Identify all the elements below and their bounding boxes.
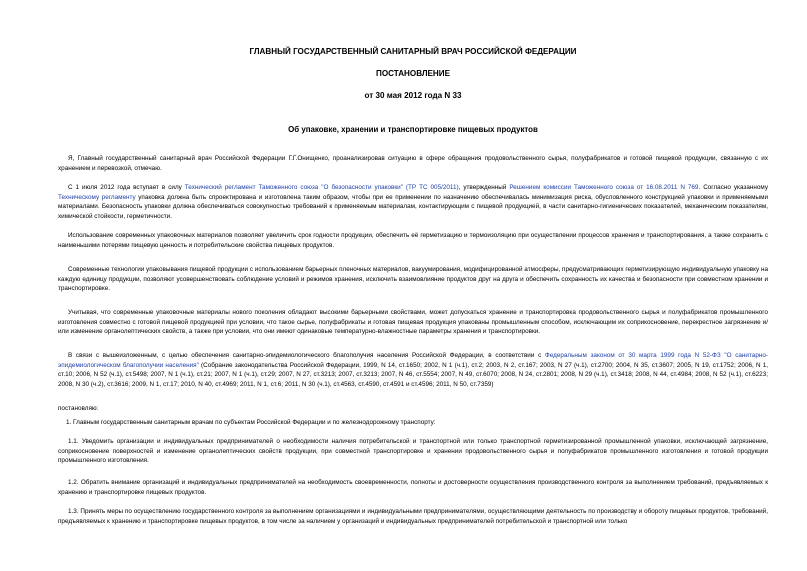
link-tech-regulation-short[interactable]: Техническому регламенту [58, 193, 136, 201]
paragraph-materials: Использование современных упаковочных материалов позволяет увеличить срок годности продукции, обеспечить её герметизацию и термоизоляцию при осуществлении процессов хранения и транспортирования, а также сохранить с наименьшими потерями пищевую ценность и потребительские свойства пищевых продуктов. [58, 232, 768, 249]
item-1-2: 1.2. Обратить внимание организаций и индивидуальных предпринимателей на необходимость своевременности, полноты и достоверности осуществления производственного контроля за выполнением требований, предъявляемых к хранению и транспортировке пищевых продуктов. [58, 479, 768, 496]
text-span: упаковка должна быть спроектирована и изготовлена таким образом, чтобы при ее применении по назначению обеспечивалась минимизация риска, обусловленного конструкцией упаковки и применяемыми материалами. Безопасность упаковки должна обеспечиваться совокупностью требований к применяемым материалам, контактирующим с пищевой продукцией, в части санитарно-гигиенических показателей, механическим показателям, химической стойкости, герметичности. [58, 193, 768, 220]
document-type-heading: ПОСТАНОВЛЕНИЕ [376, 69, 450, 78]
text-span: , утвержденный [458, 184, 510, 191]
paragraph-technologies: Современные технологии упаковывания пищевой продукции с использованием барьерных пленочных материалов, вакуумирования, модифицированной атмосферы, предусматривающих герметизирующую индивидуальную упаковку на каждую единицу продукции, позволяют усовершенствовать соблюдение условий и режимов хранения, исключить взаимовлияние продуктов друг на друга и обеспечить сохранность их качества и безопасности при совместном хранении и транспортировке. [58, 266, 768, 293]
issuer-heading: ГЛАВНЫЙ ГОСУДАРСТВЕННЫЙ САНИТАРНЫЙ ВРАЧ РОССИЙСКОЙ ФЕДЕРАЦИИ [249, 47, 577, 56]
paragraph-considering: Учитывая, что современные упаковочные материалы нового поколения обладают высокими барьерными свойствами, может допускаться хранение и транспортировка продовольственного сырья и полуфабрикатов промышленного изготовления совместно с готовой пищевой продукцией при условии, что такое сырье, полуфабрикаты и готовая пищевая продукция упакованы промышленным способом, исключающим их соприкосновение, перекрестное загрязнение и/или изменение органолептических свойств, а также при условии, что они имеют одинаковые температурно-влажностные параметры хранения и транспортировки. [58, 309, 768, 336]
link-tech-regulation[interactable]: Технический регламент Таможенного союза "О безопасности упаковки" (ТР ТС 005/2011) [184, 184, 459, 191]
paragraph-resolve: постановляю: [58, 405, 99, 412]
text-span: . Согласно указанному [698, 184, 768, 191]
paragraph-regulation [58, 183, 768, 221]
link-commission-decision[interactable]: Решением комиссии Таможенного союза от 16.08.2011 N 769 [509, 184, 699, 191]
document-date: от 30 мая 2012 года N 33 [364, 91, 462, 100]
item-1-1: 1.1. Уведомить организации и индивидуальных предпринимателей о необходимости наличия потребительской и транспортной или только транспортной герметизированной промышленной упаковки, исключающей загрязнение, соприкосновение поверхностей и изменение органолептических свойств продукции, при совместной транспортировке и хранении продовольственного сырья и полуфабрикатов промышленного изготовления и готовой продукции промышленного изготовления. [58, 438, 768, 465]
paragraph-intro: Я, Главный государственный санитарный врач Российской Федерации Г.Г.Онищенко, проанализировав ситуацию в сфере обращения продовольственного сырья, полуфабрикатов и готовой пищевой продукции, связанную с их хранением и перевозкой, отмечаю. [58, 155, 768, 172]
text-span: (Собрание законодательства Российской Федерации, 1999, N 14, ст.1650; 2002, N 1 (ч.1), ст.2; 2003, N 2, ст.167; 2003, N 27 (ч.1), ст.2700; 2004, N 35, ст.3607; 2005, N 19, ст.1752; 2006, N 1, ст.10; 2006, N 52 (ч.1), ст.5498; 2007, N 1 (ч.1), ст.21; 2007, N 1 (ч.1), ст.29; 2007, N 27, ст.3213; 2007, ст.3213; 2007, N 46, ст.5554; 2007, N 49, ст.6070; 2008, N 24, ст.2801; 2008, N 29 (ч.1), ст.3418; 2008, N 44, ст.4984; 2008, N 52 (ч.1), ст.6223; 2008, N 30 (ч.2), ст.3616; 2009, N 1, ст.17; 2010, N 40, ст.4969; 2011, N 1, ст.6; 2011, N 30 (ч.1), ст.4563, ст.4590, ст.4591 и ст.4596; 2011, N 50, ст.7359) [58, 361, 768, 388]
document-title: Об упаковке, хранении и транспортировке пищевых продуктов [288, 125, 538, 134]
link-federal-law[interactable]: Федеральным законом от 30 марта 1999 года N 52-ФЗ "О санитарно-эпидемиологическом благополучии населения" [58, 352, 768, 369]
item-1-3: 1.3. Принять меры по осуществлению государственного контроля за выполнением организациями и индивидуальными предпринимателями, осуществляющими деятельность по производству и обороту пищевых продуктов, требований, предъявляемых к хранению и транспортировке пищевых продуктов, в том числе за наличием у организаций и индивидуальных предпринимателей потребительской и транспортной или только [58, 508, 768, 525]
text-span: В связи с вышеизложенным, с целью обеспечения санитарно-эпидемиологического благополучия населения Российской Федерации, в соответствии с [68, 352, 545, 359]
text-span: С 1 июля 2012 года вступает в силу [68, 184, 185, 191]
item-1: 1. Главным государственным санитарным врачам по субъектам Российской Федерации и по железнодорожному транспорту: [66, 419, 436, 426]
paragraph-legal-basis [58, 351, 768, 389]
